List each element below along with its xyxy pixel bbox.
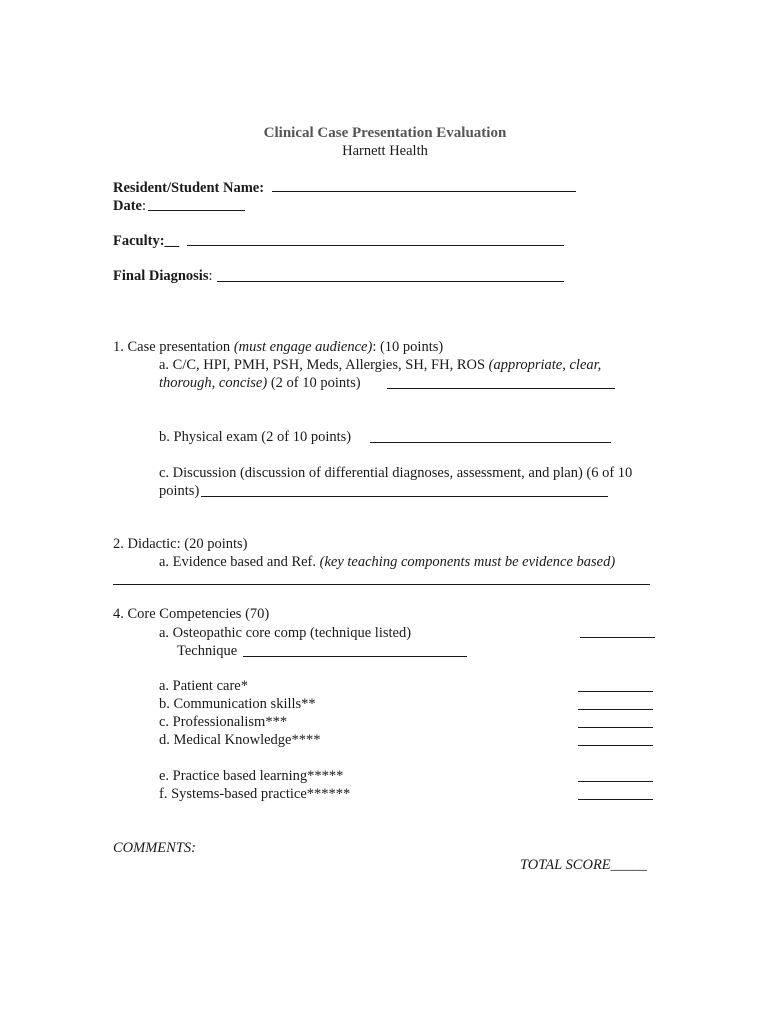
comments-label: COMMENTS: <box>113 840 196 856</box>
section1-heading <box>113 338 443 356</box>
section1-item-c-line1: c. Discussion (discussion of differential diagnoses, assessment, and plan) (6 of 10 <box>159 465 633 481</box>
didactic-field[interactable] <box>113 584 650 585</box>
communication-score-field[interactable] <box>578 709 653 710</box>
professionalism-score-field[interactable] <box>578 727 653 728</box>
osteopathic-score-field[interactable] <box>580 637 655 638</box>
item-a-italic-2: thorough, concise) <box>159 375 268 391</box>
final-dx-colon: : <box>208 268 213 284</box>
date-label-group <box>113 197 146 215</box>
resident-name-field[interactable] <box>272 191 576 192</box>
total-score-group <box>520 856 647 874</box>
form-title: Clinical Case Presentation Evaluation <box>263 125 507 141</box>
competency-patient-care: a. Patient care* <box>159 678 248 694</box>
final-diagnosis-field[interactable] <box>217 281 564 282</box>
item-a-points: (2 of 10 points) <box>267 375 361 391</box>
competency-professionalism: c. Professionalism*** <box>159 714 288 730</box>
section1-item-a-line2 <box>159 374 361 392</box>
competency-medical-knowledge: d. Medical Knowledge**** <box>159 732 321 748</box>
section4-heading: 4. Core Competencies (70) <box>113 606 270 622</box>
section1-heading-points: : (10 points) <box>372 339 444 355</box>
section1-heading-num: 1. Case presentation <box>113 339 234 355</box>
medical-knowledge-score-field[interactable] <box>578 745 653 746</box>
organization-name: Harnett Health <box>342 143 428 159</box>
technique-field[interactable] <box>243 656 467 657</box>
faculty-prefix-blank: __ <box>164 233 180 249</box>
total-score-blank[interactable]: _____ <box>610 857 647 873</box>
section2-item-a-italic: (key teaching components must be evidence based) <box>319 554 616 570</box>
physical-exam-score-field[interactable] <box>370 442 611 443</box>
practice-learning-score-field[interactable] <box>578 781 653 782</box>
date-colon: : <box>142 198 147 214</box>
date-field[interactable] <box>148 210 245 211</box>
systems-practice-score-field[interactable] <box>578 799 653 800</box>
section1-item-a-line1 <box>159 356 601 374</box>
final-dx-label-group <box>113 267 213 285</box>
section1-item-b: b. Physical exam (2 of 10 points) <box>159 429 352 445</box>
osteopathic-item: a. Osteopathic core comp (technique listed) <box>159 625 412 641</box>
discussion-score-field[interactable] <box>201 496 608 497</box>
item-a-text: a. C/C, HPI, PMH, PSH, Meds, Allergies, SH, FH, ROS <box>159 357 489 373</box>
faculty-field[interactable] <box>187 245 564 246</box>
patient-care-score-field[interactable] <box>578 691 653 692</box>
competency-practice-learning: e. Practice based learning***** <box>159 768 344 784</box>
faculty-label: Faculty: <box>113 233 165 249</box>
competency-systems-practice: f. Systems-based practice****** <box>159 786 351 802</box>
section2-item-a <box>159 553 615 571</box>
case-history-score-field[interactable] <box>387 388 615 389</box>
faculty-label-group <box>113 232 179 250</box>
competency-communication: b. Communication skills** <box>159 696 316 712</box>
final-dx-label: Final Diagnosis <box>113 268 209 284</box>
total-score-label: TOTAL SCORE <box>520 857 611 873</box>
section2-heading: 2. Didactic: (20 points) <box>113 536 248 552</box>
section1-heading-italic: (must engage audience) <box>233 339 373 355</box>
section1-item-c-line2: points) <box>159 483 200 499</box>
resident-name-label: Resident/Student Name: <box>113 180 265 196</box>
item-a-italic: (appropriate, clear, <box>488 357 602 373</box>
technique-label: Technique <box>177 643 238 659</box>
section2-item-a-text: a. Evidence based and Ref. <box>159 554 320 570</box>
date-label: Date <box>113 198 142 214</box>
